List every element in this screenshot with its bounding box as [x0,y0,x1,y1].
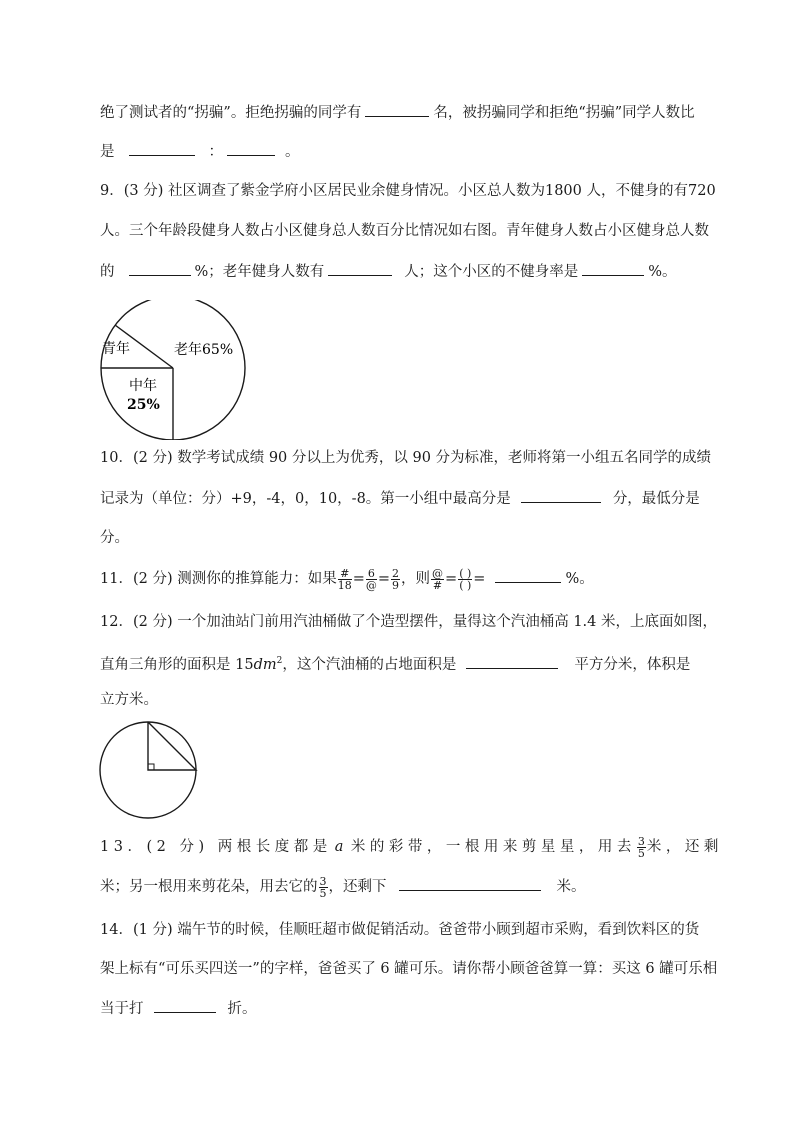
fraction: $\frac{@}{\#}$ [432,566,444,592]
pie-label-old: 老年65% [174,342,234,358]
answer-blank[interactable] [227,141,275,156]
pie-label-mid-name: 中年 [129,378,157,394]
fraction: $\frac{\#}{18}$ [337,566,352,592]
q14-text: 当于打 [100,1001,144,1017]
q13-line-2 [100,874,586,900]
fraction: $\frac{6}{@}$ [365,566,377,592]
fraction: $\frac{( )}{( )}$ [459,566,472,592]
q13-text: 米；另一根用来剪花朵，用去它的 [100,879,318,895]
q13-text: ，还剩下 [328,879,387,895]
answer-blank[interactable] [365,102,429,117]
q13-text: 米，还剩 [646,839,723,855]
q10-line-1 [100,448,711,468]
pie-label-youth: 青年 [102,341,130,357]
q14-line-3 [100,998,257,1019]
q10-line-3 [100,528,129,548]
fraction: $\frac{3}{5}$ [319,874,327,900]
q12-text: 直角三角形的面积是 15 [100,656,254,673]
q9-text: 人；这个小区的不健身率是 [404,264,579,280]
answer-blank[interactable] [582,261,644,276]
q10-text: 10．(2 分) 数学考试成绩 90 分以上为优秀，以 90 分为标准，老师将第一小组五名同学的成绩 [100,450,712,466]
answer-blank[interactable] [129,141,195,156]
q13-text: 米。 [556,879,586,895]
q10-line-2 [100,488,700,509]
q12-line-3 [100,690,158,710]
answer-blank[interactable] [466,654,558,669]
q12-text: 立方米。 [100,692,158,708]
q8-text: 。 [285,144,300,160]
age-group-pie-figure [96,300,252,440]
barrel-base-figure [96,718,202,820]
q9-text: 的 [100,264,115,280]
q9-line-2 [100,221,709,241]
q14-text: 架上标有“可乐买四送一”的字样，爸爸买了 6 罐可乐。请你帮小顾爸爸算一算：买这 6 罐可乐相 [100,961,718,977]
q12-line-1 [100,612,717,632]
q12-text: 平方分米，体积是 [574,656,691,673]
answer-blank[interactable] [399,876,541,891]
q13-line-1: 13．(2 分) 两根长度都是 a 米的彩带，一根用来剪星星，用去 $\frac{3}{5}$ 米，还剩 [100,834,723,860]
q9-text: 人。三个年龄段健身人数占小区健身总人数百分比情况如右图。青年健身人数占小区健身总人数 [100,223,709,239]
q8-line-2 [100,141,300,162]
answer-blank[interactable] [328,261,392,276]
q8-text: 是 [100,144,115,160]
q10-text: 分。 [100,530,129,546]
q11-text: 11．(2 分) 测测你的推算能力：如果 [100,571,337,587]
q8-text: 名，被拐骗同学和拒绝“拐骗”同学人数比 [433,105,695,121]
q10-text: 记录为（单位：分）+9，-4，0，10，-8。第一小组中最高分是 [100,491,511,507]
pie-label-mid-value: 25% [127,397,160,413]
q9-text: %。 [648,264,677,280]
q14-line-2 [100,959,717,979]
q9-line-3 [100,261,677,282]
q11-line: 11．(2 分) 测测你的推算能力：如果 $\frac{\#}{18}$ = $\frac{6}{@}$ = $\frac{2}{9}$ ，则 $\frac{@}{\#}$ = $\frac{( )}{( )}$ = %。 [100,566,594,592]
q12-text: 12．(2 分) 一个加油站门前用汽油桶做了个造型摆件，量得这个汽油桶高 1.4 米，上底面如图， [100,614,717,630]
q14-text: 折。 [227,1001,257,1017]
answer-blank[interactable] [495,568,561,583]
fraction: $\frac{2}{9}$ [392,566,400,592]
q14-line-1 [100,920,699,940]
answer-blank[interactable] [154,998,216,1013]
q12-line-2: 直角三角形的面积是 $15dm^2$，这个汽油桶的占地面积是 平方分米，体积是 [100,651,690,675]
q13-text: 米的彩带，一根用来剪星星，用去 [350,839,636,855]
answer-blank[interactable] [129,261,191,276]
q10-text: 分，最低分是 [612,491,700,507]
q11-text: %。 [565,571,594,587]
answer-blank[interactable] [521,488,601,503]
fraction: $\frac{3}{5}$ [637,834,645,860]
q9-text: 9．(3 分) 社区调查了紫金学府小区居民业余健身情况。小区总人数为1800 人，不健身的有720 [100,183,716,199]
q14-text: 14．(1 分) 端午节的时候，佳顺旺超市做促销活动。爸爸带小顾到超市采购，看到饮料区的货 [100,922,700,938]
q12-text: ，这个汽油桶的占地面积是 [282,656,457,673]
q8-line-1 [100,102,695,123]
q13-text: 13．(2 分) 两根长度都是 [100,839,332,855]
q8-text: ： [208,144,223,160]
q9-text: %；老年健身人数有 [194,264,325,280]
q8-text: 绝了测试者的“拐骗”。拒绝拐骗的同学有 [100,105,362,121]
q9-line-1 [100,181,716,201]
right-angle-mark [148,764,154,770]
